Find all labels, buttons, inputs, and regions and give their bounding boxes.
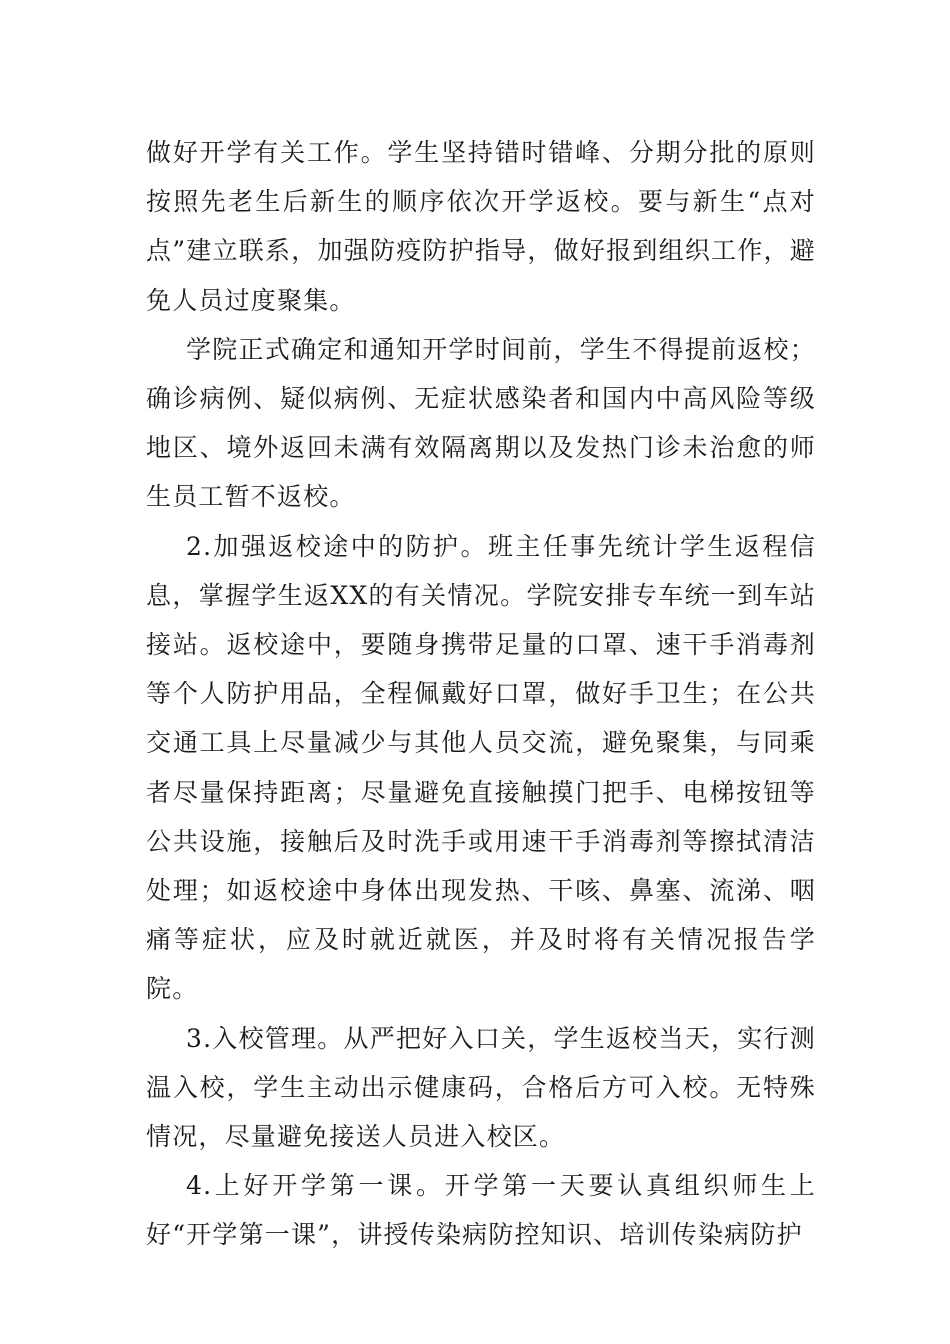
paragraph-item-4-first-lesson: 4.上好开学第一课。开学第一天要认真组织师生上好“开学第一课”，讲授传染病防控知识、培训传染病防护 (146, 1171, 816, 1250)
document-body (146, 128, 816, 1260)
paragraph-item-3-entry-management: 3.入校管理。从严把好入口关，学生返校当天，实行测温入校，学生主动出示健康码，合格后方可入校。无特殊情况，尽量避免接送人员进入校区。 (146, 1023, 816, 1152)
paragraph-return-restriction: 学院正式确定和通知开学时间前，学生不得提前返校；确诊病例、疑似病例、无症状感染者和国内中高风险等级地区、境外返回未满有效隔离期以及发热门诊未治愈的师生员工暂不返校。 (146, 334, 816, 512)
paragraph-item-2-travel-protection: 2.加强返校途中的防护。班主任事先统计学生返程信息，掌握学生返XX的有关情况。学院安排专车统一到车站接站。返校途中，要随身携带足量的口罩、速干手消毒剂等个人防护用品，全程佩戴好口罩，做好手卫生；在公共交通工具上尽量减少与其他人员交流，避免聚集，与同乘者尽量保持距离；尽量避免直接触摸门把手、电梯按钮等公共设施，接触后及时洗手或用速干手消毒剂等擦拭清洁处理；如返校途中身体出现发热、干咳、鼻塞、流涕、咽痛等症状，应及时就近就医，并及时将有关情况报告学院。 (146, 531, 816, 1004)
paragraph-continuation: 做好开学有关工作。学生坚持错时错峰、分期分批的原则按照先老生后新生的顺序依次开学返校。要与新生“点对点”建立联系，加强防疫防护指导，做好报到组织工作，避免人员过度聚集。 (146, 138, 816, 315)
